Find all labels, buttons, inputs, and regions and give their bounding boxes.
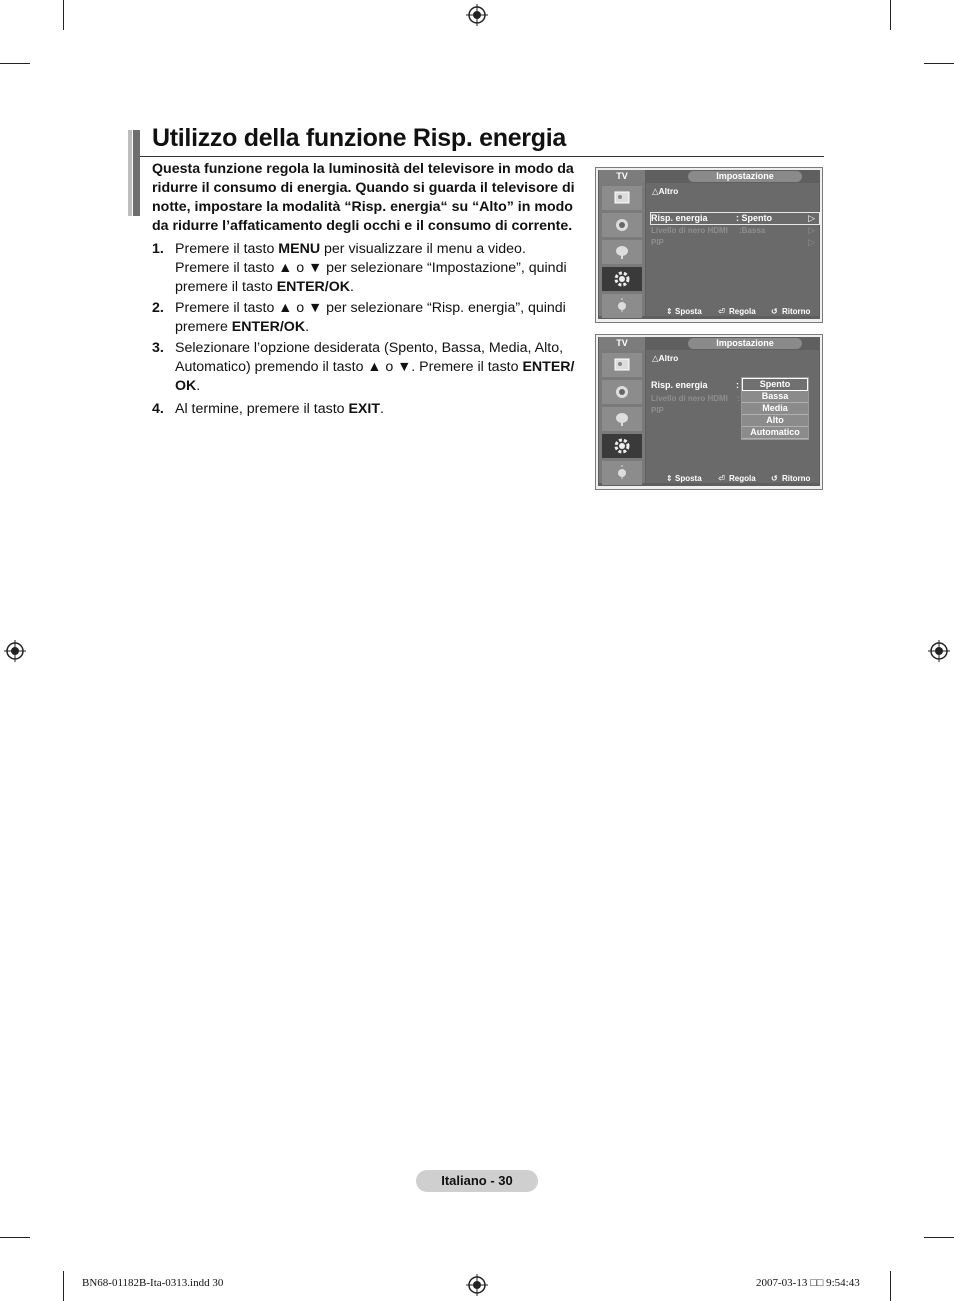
osd-row-label: Risp. energia — [651, 380, 708, 390]
move-updown-icon: ⇕ — [666, 474, 673, 483]
title-side-bar — [128, 130, 140, 216]
channel-icon — [602, 240, 642, 264]
osd-breadcrumb: △Altro — [652, 186, 679, 196]
osd-tv-label: TV — [599, 170, 645, 183]
osd-sidebar — [599, 350, 645, 483]
options-dropdown — [741, 377, 809, 440]
input-icon — [602, 294, 642, 318]
osd-row-label: PIP — [651, 406, 664, 415]
sound-icon — [602, 380, 642, 404]
osd-footer — [646, 473, 819, 485]
osd-footer-move: Sposta — [675, 474, 702, 483]
option-media[interactable]: Media — [742, 403, 808, 415]
registration-mark-right-icon — [928, 640, 950, 662]
enter-icon: ⏎ — [718, 307, 725, 316]
osd-sidebar — [599, 183, 645, 316]
picture-icon — [602, 353, 642, 377]
osd-row-label: Livello di nero HDMI — [651, 394, 728, 403]
step-key: MENU — [278, 241, 321, 257]
step-number: 1. — [152, 241, 164, 257]
step-text: per visualizzare il menu a video. Premere il tasto ▲ o ▼ per selezionare “Impostazione”, quindi premere il tasto — [175, 241, 567, 295]
osd-row-pip — [651, 237, 819, 248]
setup-gear-icon — [602, 434, 642, 458]
option-spento[interactable]: Spento — [742, 378, 808, 391]
page-title: Utilizzo della funzione Risp. energia — [152, 124, 566, 152]
registration-mark-top-icon — [466, 4, 488, 26]
arrow-right-icon: ▷ — [808, 213, 815, 223]
step-text: . — [380, 401, 384, 417]
step-text: Premere il tasto ▲ o ▼ per selezionare “Risp. energia”, quindi premere — [175, 300, 566, 335]
osd-footer-return: Ritorno — [782, 307, 811, 316]
option-bassa[interactable]: Bassa — [742, 391, 808, 403]
move-updown-icon: ⇕ — [666, 307, 673, 316]
arrow-right-icon: ▷ — [808, 237, 815, 247]
imprint-file: BN68-01182B-Ita-0313.indd 30 — [82, 1277, 224, 1289]
step-key: ENTER/OK — [276, 279, 351, 295]
osd-row-colon: : — [737, 394, 740, 403]
setup-gear-icon — [602, 267, 642, 291]
osd-row-livello-nero — [651, 225, 819, 236]
osd-row-value: :Bassa — [739, 226, 766, 235]
osd-footer-return: Ritorno — [782, 474, 811, 483]
osd-breadcrumb: △Altro — [652, 353, 679, 363]
imprint-date: 2007-03-13 □□ 9:54:43 — [756, 1277, 860, 1289]
osd-row-risp-energia — [650, 212, 820, 225]
osd-row-label: Livello di nero HDMI — [651, 226, 728, 235]
step-text: Premere il tasto — [175, 241, 279, 257]
input-icon — [602, 461, 642, 485]
sound-icon — [602, 213, 642, 237]
osd-tab-impostazione: Impostazione — [688, 338, 802, 349]
step-text: Al termine, premere il tasto — [175, 401, 349, 417]
registration-mark-left-icon — [4, 640, 26, 662]
step-text: . — [350, 279, 354, 295]
arrow-right-icon: ▷ — [808, 225, 815, 235]
option-automatico[interactable]: Automatico — [742, 427, 808, 439]
step-text: Selezionare l’opzione desiderata (Spento, Bassa, Media, Alto, Automatico) premendo il tasto ▲ o ▼. Premere il tasto — [175, 340, 564, 375]
step-1 — [152, 240, 582, 297]
step-text: . — [305, 319, 310, 335]
step-number: 4. — [152, 401, 164, 417]
osd-footer-move: Sposta — [675, 307, 702, 316]
title-rule — [140, 156, 824, 157]
step-key: ENTER/ OK — [175, 359, 575, 394]
page-number-badge: Italiano - 30 — [416, 1170, 538, 1192]
osd-footer-adjust: Regola — [729, 474, 756, 483]
step-number: 3. — [152, 340, 164, 356]
picture-icon — [602, 186, 642, 210]
osd-row-label: Risp. energia — [651, 213, 708, 223]
osd-footer-adjust: Regola — [729, 307, 756, 316]
osd-tv-label: TV — [599, 337, 645, 350]
osd-row-label: PIP — [651, 238, 664, 247]
return-icon: ↺ — [771, 474, 778, 483]
step-3 — [152, 339, 582, 396]
step-2 — [152, 299, 582, 337]
return-icon: ↺ — [771, 307, 778, 316]
enter-icon: ⏎ — [718, 474, 725, 483]
step-key: ENTER/OK — [231, 319, 306, 335]
step-number: 2. — [152, 300, 164, 316]
registration-mark-bottom-icon — [466, 1274, 488, 1296]
osd-panel — [646, 183, 819, 316]
channel-icon — [602, 407, 642, 431]
step-4 — [152, 400, 582, 419]
option-alto[interactable]: Alto — [742, 415, 808, 427]
osd-footer — [646, 306, 819, 318]
osd-screenshot-menu — [595, 167, 823, 323]
osd-row-value: : Spento — [736, 213, 772, 223]
step-key: EXIT — [348, 401, 381, 417]
intro-paragraph: Questa funzione regola la luminosità del televisore in modo da ridurre il consumo di energia. Quando si guarda il televisore di notte, impostare la modalità “Risp. energia“ su “Alto” in modo da ridurre l’affaticamento degli occhi e il consumo di corrente. — [152, 161, 575, 234]
step-text: . — [196, 378, 201, 394]
osd-screenshot-options — [595, 334, 823, 490]
osd-tab-impostazione: Impostazione — [688, 171, 802, 182]
osd-row-colon: : — [736, 380, 739, 390]
